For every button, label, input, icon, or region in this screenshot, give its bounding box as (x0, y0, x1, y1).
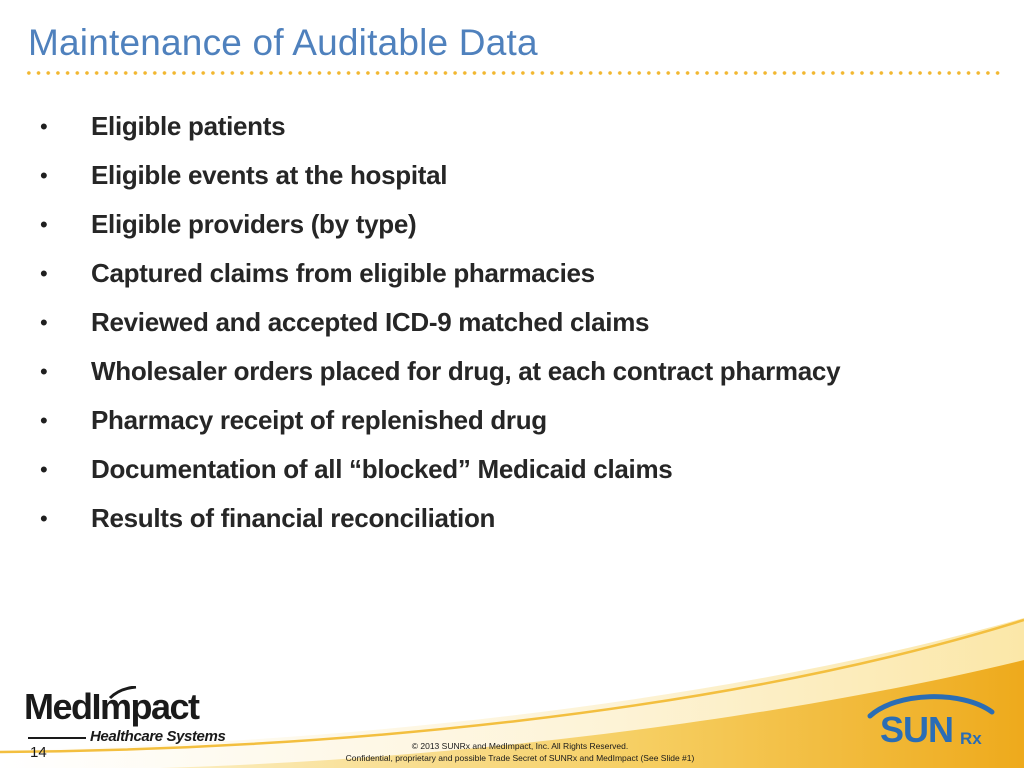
list-item (40, 249, 840, 298)
list-item (40, 396, 840, 445)
medimpact-logo (24, 686, 229, 756)
bullet-text: Results of financial reconciliation (91, 503, 496, 533)
bullet-icon: • (40, 260, 48, 286)
bullet-list (40, 102, 840, 543)
bullet-text: Eligible events at the hospital (91, 160, 448, 190)
medimpact-logo-tagline: Healthcare Systems (90, 728, 226, 745)
bullet-text: Pharmacy receipt of replenished drug (91, 405, 547, 435)
footer-confidential: Confidential, proprietary and possible Trade Secret of SUNRx and MedImpact (See Slide #1) (345, 753, 695, 763)
footer-copyright: © 2013 SUNRx and MedImpact, Inc. All Rights Reserved. (411, 741, 629, 751)
bullet-icon: • (40, 162, 48, 188)
bullet-icon: • (40, 456, 48, 482)
bullet-icon: • (40, 407, 48, 433)
bullet-text: Eligible patients (91, 111, 286, 141)
page-number: 14 (30, 744, 47, 761)
slide-title: Maintenance of Auditable Data (28, 22, 538, 63)
list-item (40, 102, 840, 151)
sunrx-logo-suffix: Rx (960, 729, 982, 748)
list-item (40, 494, 840, 543)
bullet-icon: • (40, 309, 48, 335)
title-divider (24, 70, 1000, 76)
sunrx-logo (866, 690, 996, 748)
list-item (40, 200, 840, 249)
bullet-text: Wholesaler orders placed for drug, at each contract pharmacy (91, 356, 841, 386)
bullet-icon: • (40, 211, 48, 237)
bullet-icon: • (40, 505, 48, 531)
sunrx-logo-wordmark: SUN (880, 709, 954, 748)
bullet-icon: • (40, 113, 48, 139)
bullet-text: Documentation of all “blocked” Medicaid claims (91, 454, 673, 484)
bullet-text: Eligible providers (by type) (91, 209, 417, 239)
bullet-icon: • (40, 358, 48, 384)
medimpact-swoosh-icon (108, 686, 138, 700)
bullet-text: Reviewed and accepted ICD-9 matched claims (91, 307, 650, 337)
footer (320, 740, 720, 764)
list-item (40, 151, 840, 200)
bullet-text: Captured claims from eligible pharmacies (91, 258, 595, 288)
list-item (40, 445, 840, 494)
list-item (40, 347, 840, 396)
list-item (40, 298, 840, 347)
medimpact-logo-wordmark: MedImpact (24, 686, 199, 727)
